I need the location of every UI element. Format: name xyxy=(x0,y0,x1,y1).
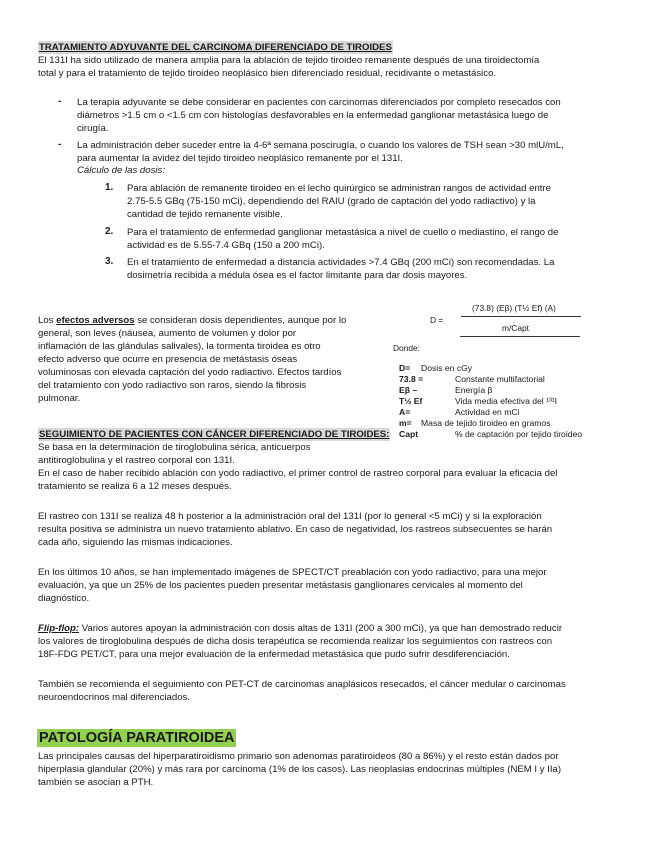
formula-underline xyxy=(460,336,580,337)
bullet1-line-2: diámetros >1.5 cm o <1.5 cm con histologías desfavorables en la enfermedad ganglionar metastásica luego de xyxy=(77,110,549,121)
item3-line-1: En el tratamiento de enfermedad a distancia actividades >7.4 GBq (200 mCi) son recomendadas. La xyxy=(127,257,555,268)
legend-row-captacion: Capt % de captación por tejido tiroideo xyxy=(399,429,583,439)
bullet-dash-1: - xyxy=(58,96,62,107)
spect-line-3: diagnóstico. xyxy=(38,593,90,604)
flip-line-1-rest: Varios autores apoyan la administración con dosis altas de 131I (200 a 300 mCi), ya que han demostrado reducir xyxy=(81,623,563,634)
flip-line-2: los valores de tiroglobulina después de dicha dosis terapéutica se recomienda realizar los seguimientos con rastreos con xyxy=(38,636,553,647)
intro-line-1: El 131I ha sido utilizado de manera amplia para la ablación de tejido tiroideo remanente después de una tiroidectomía xyxy=(38,55,540,66)
efectos-adversos-term: efectos adversos xyxy=(56,315,135,326)
efectos-line-5: voluminosas con elevada captación del yodo radiactivo. Efectos tardíos xyxy=(38,367,342,378)
heading-patologia-paratiroidea: PATOLOGÍA PARATIROIDEA xyxy=(39,730,235,746)
bullet1-line-1: La terapia adyuvante se debe considerar en pacientes con carcinomas diferenciados por completo resecados con xyxy=(77,97,561,108)
item3-line-2: dosimetría recibida a médula ósea es el factor limitante para dar dosis mayores. xyxy=(127,270,468,281)
flip-line-1 xyxy=(38,622,562,635)
flip-line-3: 18F-FDG PET/CT, para una mejor evaluación de la enfermedad metastásica que pudo sufrir desdiferenciación. xyxy=(38,649,510,660)
para-line-1: Las principales causas del hiperparatiroidismo primario son adenomas paratiroideos (80 a 86%) y el resto están dados por xyxy=(38,751,559,762)
bullet2-line-1: La administración deber suceder entre la 4-6ª semana poscirugía, o cuando los valores de TSH sean >30 mlU/mL, xyxy=(77,140,564,151)
para-line-3: también se asocian a PTH. xyxy=(38,777,154,788)
spect-line-1: En los últimos 10 años, se han implementado imágenes de SPECT/CT preablación con yodo radiactivo, para una mejor xyxy=(38,567,547,578)
rastreo-line-1: El rastreo con 131I se realiza 48 h posterior a la administración oral del 131I (por lo general <5 mCi) y si la exploración xyxy=(38,511,542,522)
heading-seguimiento: SEGUIMIENTO DE PACIENTES CON CÁNCER DIFERENCIADO DE TIROIDES: xyxy=(39,429,390,440)
efectos-line-4: efecto adverso que ocurre en presencia de metástasis óseas xyxy=(38,354,298,365)
efectos-line-1-rest: se consideran dosis dependientes, aunque por lo xyxy=(137,315,347,326)
efectos-line-1 xyxy=(38,314,346,327)
legend-row-energia: Eβ – Energía β xyxy=(399,385,493,395)
calculo-label: Cálculo de las dosis: xyxy=(77,165,165,176)
rastreo-line-3: cada año, siguiendo las mismas indicaciones. xyxy=(38,537,233,548)
legend-row-vida-media: T½ Ef Vida media efectiva del ¹³¹I xyxy=(399,396,558,406)
formula-numerator: (73.8) (Eβ) (T½ Ef) (A) xyxy=(472,303,556,313)
formula-denominator: m/Capt xyxy=(502,323,529,333)
legend-row-d: D= Dosis en cGy xyxy=(399,363,473,373)
item1-line-2: 2.75-5.5 GBq (75-150 mCi), dependiendo del RAIU (grado de captación del yodo radiactivo) y la xyxy=(127,196,536,207)
pet-line-1: También se recomienda el seguimiento con PET-CT de carcinomas anaplásicos resecados, el cáncer medular o carcinomas xyxy=(38,679,566,690)
item-number-1: 1. xyxy=(105,182,114,193)
efectos-prefix: Los xyxy=(38,315,54,326)
seg-line-1: Se basa en la determinación de tiroglobulina sérica, anticuerpos xyxy=(38,442,311,453)
bullet2-line-2: para aumentar la avidez del tejido tiroideo neoplásico remanente por el 131I. xyxy=(77,153,403,164)
item1-line-3: cantidad de tejido remanente visible. xyxy=(127,209,283,220)
efectos-line-7: pulmonar. xyxy=(38,393,81,404)
seg-line-4: tratamiento se realiza 6 a 12 meses después. xyxy=(38,481,232,492)
bullet-dash-2: - xyxy=(58,139,62,150)
formula-donde: Donde: xyxy=(393,343,421,353)
flip-flop-term: Flip-flop: xyxy=(38,623,80,634)
efectos-line-6: del tratamiento con yodo radiactivo son raros, siendo la fibrosis xyxy=(38,380,307,391)
item2-line-2: actividad es de 5.55-7.4 GBq (150 a 200 mCi). xyxy=(127,240,325,251)
item-number-3: 3. xyxy=(105,256,114,267)
seg-line-3: En el caso de haber recibido ablación con yodo radiactivo, el primer control de rastreo corporal para evaluar la eficacia del xyxy=(38,468,558,479)
legend-row-masa: m= Masa de tejido tiroideo en gramos xyxy=(399,418,551,428)
spect-line-2: evaluación, ya que un 25% de los pacientes pueden presentar metástasis ganglionares cervicales al momento del xyxy=(38,580,523,591)
formula-fraction-line xyxy=(461,316,581,317)
efectos-line-3: inflamación de las glándulas salivales), la tormenta tiroidea es otro xyxy=(38,341,321,352)
rastreo-line-2: resulta positiva se administra un nuevo tratamiento ablativo. En caso de negatividad, los rastreos subsecuentes se harán xyxy=(38,524,553,535)
item-number-2: 2. xyxy=(105,226,114,237)
legend-row-constante: 73.8 = Constante multifactorial xyxy=(399,374,545,384)
formula-lhs: D = xyxy=(430,315,444,325)
pet-line-2: neuroendocrinos mal diferenciados. xyxy=(38,692,190,703)
bullet1-line-3: cirugía. xyxy=(77,123,109,134)
efectos-line-2: general, son leves (náusea, aumento de volumen y dolor por xyxy=(38,328,297,339)
seg-line-2: antitiroglobulina y el rastreo corporal con 131I. xyxy=(38,455,235,466)
para-line-2: hiperplasia glandular (20%) y más rara por carcinoma (1% de los casos). Las neoplasias endocrinas múltiples (NEM I y IIa) xyxy=(38,764,562,775)
heading-tratamiento-adyuvante: TRATAMIENTO ADYUVANTE DEL CARCINOMA DIFERENCIADO DE TIROIDES xyxy=(39,42,392,53)
intro-line-2: total y para el tratamiento de tejido tiroideo neoplásico bien diferenciado residual, recidivante o metastásico. xyxy=(38,68,497,79)
legend-row-actividad: A= Actividad en mCi xyxy=(399,407,520,417)
item1-line-1: Para ablación de remanente tiroideo en el lecho quirúrgico se administran rangos de actividad entre xyxy=(127,183,551,194)
item2-line-1: Para el tratamiento de enfermedad ganglionar metastásica a nivel de cuello o mediastino, el rango de xyxy=(127,227,559,238)
